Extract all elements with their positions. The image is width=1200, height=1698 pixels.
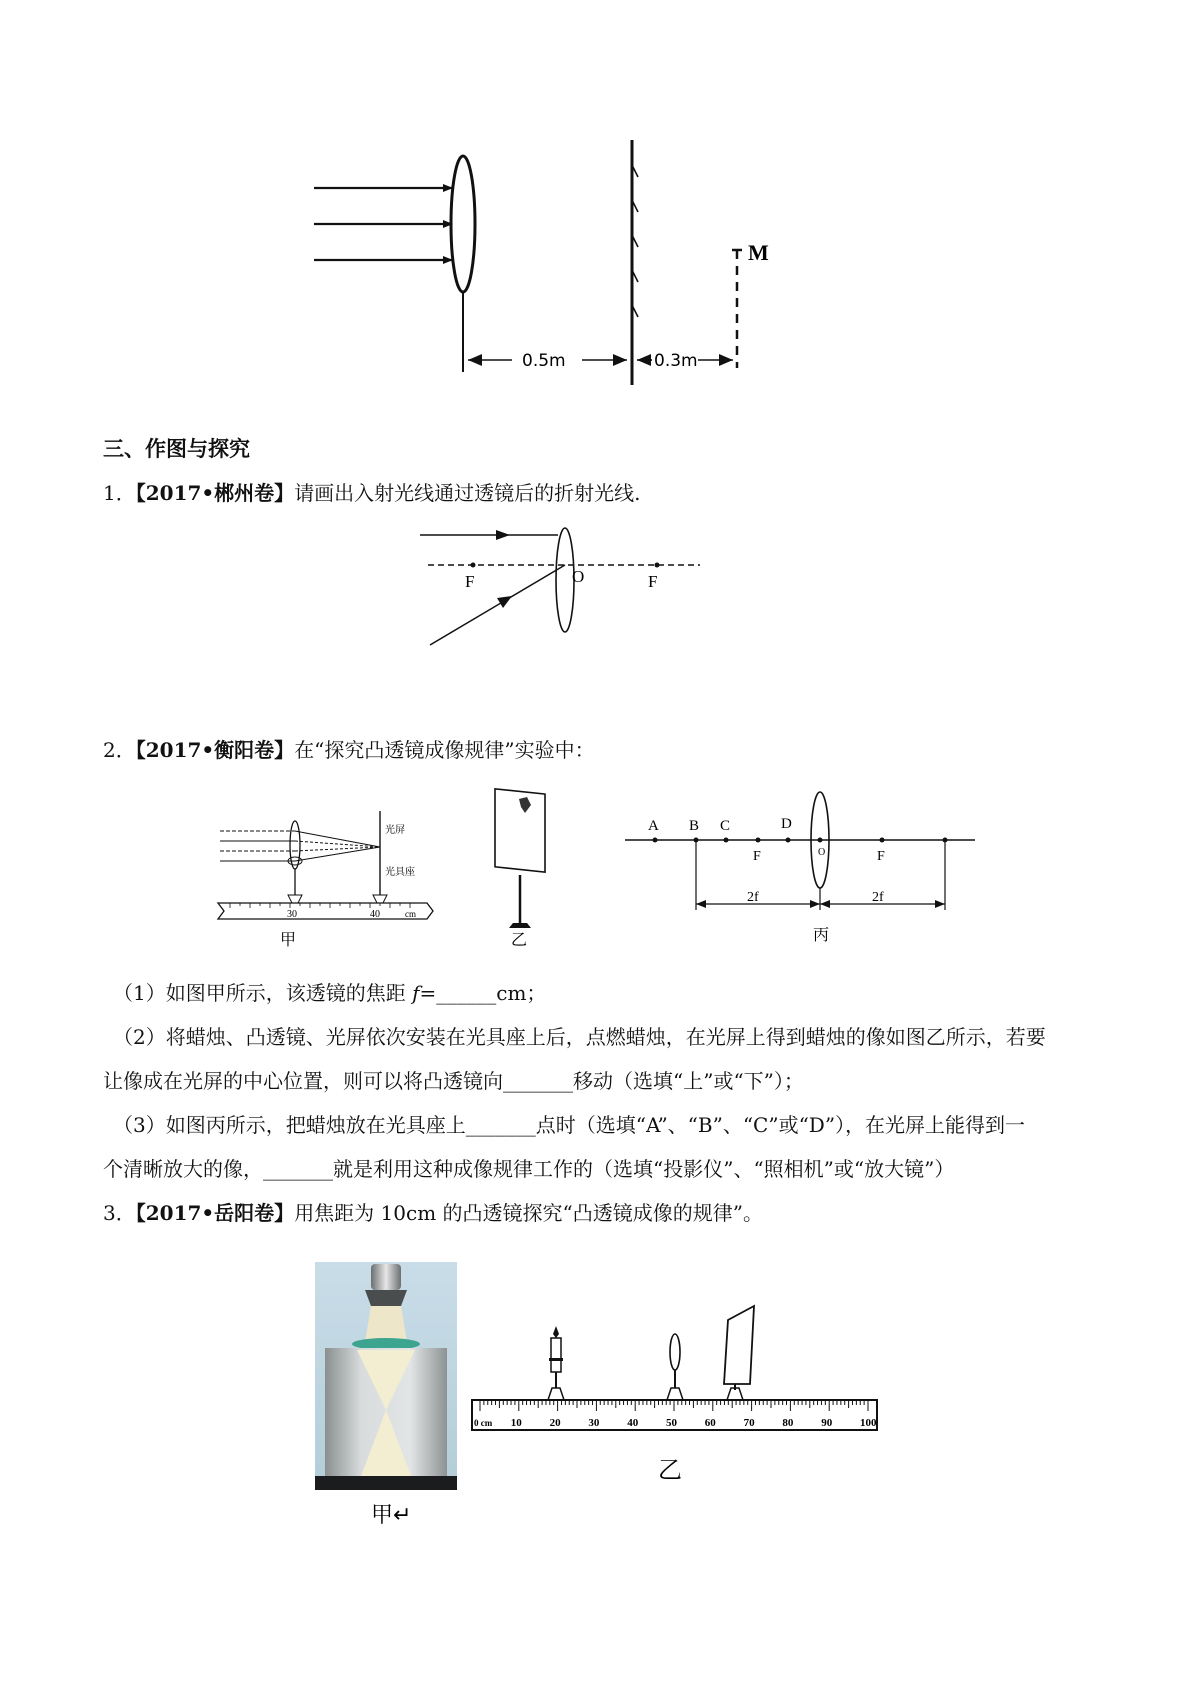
- q2-number: 2．: [103, 738, 136, 762]
- ruler-label: 70: [743, 1417, 755, 1429]
- label-a: A: [648, 818, 659, 834]
- figure-jia-caption: 甲: [280, 932, 297, 949]
- focal-point-right: [880, 838, 885, 843]
- question-3: [103, 1198, 763, 1228]
- q2-sub3-line1: （3）如图丙所示，把蜡烛放在光具座上_______点时（选填“A”、“B”、“C”或“D”），在光屏上能得到一: [113, 1113, 1026, 1137]
- ruler-label: 10: [510, 1417, 522, 1429]
- q2-sub3-line2: 个清晰放大的像，_______就是利用这种成像规律工作的（选填“投影仪”、“照相机”或“放大镜”）: [103, 1157, 955, 1181]
- label-c: C: [720, 818, 731, 834]
- light-screen: [724, 1306, 754, 1400]
- q2-text: 在“探究凸透镜成像规律”实验中：: [294, 738, 595, 762]
- q3-number: 3．: [103, 1201, 136, 1225]
- q1-text: 请画出入射光线通过透镜后的折射光线.: [294, 481, 641, 505]
- q2-sub2-line1: （2）将蜡烛、凸透镜、光屏依次安装在光具座上后，点燃蜡烛，在光屏上得到蜡烛的像如图乙所示，若要: [113, 1025, 1046, 1049]
- label-b: B: [689, 818, 700, 834]
- point-d: [786, 838, 791, 843]
- label-f-right: F: [877, 849, 885, 864]
- light-source: [371, 1264, 401, 1290]
- figure-yi-caption: 乙: [658, 1456, 682, 1484]
- q3-figure-jia: [315, 1262, 465, 1537]
- q2-figure-bing: [620, 790, 980, 950]
- ruler-label: 100: [860, 1417, 877, 1429]
- figure-bing-caption: 丙: [813, 927, 830, 944]
- label-f-left: F: [753, 849, 761, 864]
- focal-label-left: F: [465, 572, 475, 591]
- q1-lens-figure: [420, 525, 710, 655]
- lens: [290, 821, 300, 869]
- point-c: [724, 838, 729, 843]
- convex-lens: [451, 156, 475, 292]
- focal-point-left: [471, 563, 476, 568]
- optical-center-label: O: [572, 567, 585, 586]
- ruler-label: 0 cm: [474, 1418, 493, 1428]
- q2-figure-yi: [487, 785, 557, 950]
- bench-unit: cm: [405, 909, 416, 919]
- incident-ray-oblique: [430, 565, 565, 645]
- ruler-label: 50: [666, 1417, 677, 1429]
- q3-source: 【2017•岳阳卷】: [135, 1201, 295, 1225]
- figure-jia-caption: 甲↵: [371, 1503, 412, 1528]
- point-a: [653, 838, 658, 843]
- q1-source: 【2017•郴州卷】: [135, 481, 295, 505]
- point-m-label: M: [748, 240, 769, 265]
- distance-label-2: 0.3m: [654, 351, 698, 371]
- ruler-label: 60: [704, 1417, 716, 1429]
- figure-yi-caption: 乙: [511, 932, 528, 949]
- distance-label-1: 0.5m: [522, 351, 566, 371]
- focal-point-left: [756, 838, 761, 843]
- q2-sub2-line2: 让像成在光屏的中心位置，则可以将凸透镜向_______移动（选填“上”或“下”）；: [103, 1069, 804, 1093]
- bench-tick-40: 40: [370, 909, 380, 920]
- q2-source: 【2017•衡阳卷】: [135, 738, 295, 762]
- convex-lens: [667, 1334, 683, 1400]
- label-2f-right: 2f: [872, 890, 884, 905]
- q3-figure-yi: [470, 1300, 890, 1500]
- q2-figure-jia: [215, 795, 440, 950]
- section-title: 三、作图与探究: [103, 437, 250, 461]
- focal-point-right: [655, 563, 660, 568]
- ruler-label: 20: [549, 1417, 561, 1429]
- bench-tick-30: 30: [287, 909, 297, 920]
- question-1: [103, 478, 641, 508]
- focal-label-right: F: [648, 572, 658, 591]
- ruler-label: 30: [588, 1417, 600, 1429]
- candle: [548, 1326, 564, 1400]
- screen-label: 光屏: [385, 825, 405, 836]
- label-o: O: [818, 847, 826, 858]
- top-optics-figure: [300, 120, 840, 400]
- q3-text: 用焦距为 10cm 的凸透镜探究“凸透镜成像的规律”。: [294, 1201, 763, 1225]
- question-2: [103, 735, 595, 765]
- ruler-label: 80: [782, 1417, 794, 1429]
- q2-sub1: （1）如图甲所示，该透镜的焦距 f=______cm；: [113, 981, 547, 1005]
- optical-center: [818, 838, 823, 843]
- bench-label: 光具座: [385, 867, 415, 878]
- q1-number: 1．: [103, 481, 136, 505]
- label-d: D: [781, 816, 792, 832]
- ruler-label: 40: [627, 1417, 639, 1429]
- label-2f-left: 2f: [747, 890, 759, 905]
- ruler-label: 90: [821, 1417, 833, 1429]
